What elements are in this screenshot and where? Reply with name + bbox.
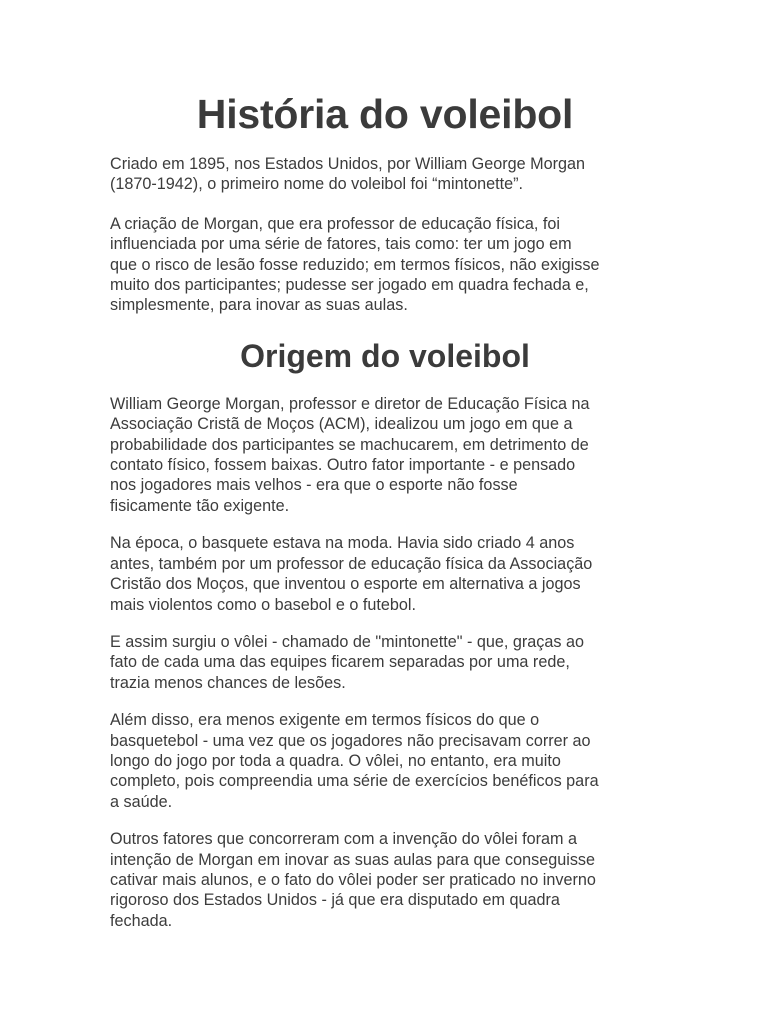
section-paragraph-2: Na época, o basquete estava na moda. Havia sido criado 4 anos antes, também por um professor de educação física da Associação Cristão dos Moços, que inventou o esporte em alternativa a jogos mais violentos como o basebol e o futebol. (110, 534, 593, 614)
document-page (110, 86, 660, 948)
section-paragraph-3: E assim surgiu o vôlei - chamado de "mintonette" - que, graças ao fato de cada uma das equipes ficarem separadas por uma rede, trazia menos chances de lesões. (110, 632, 584, 692)
section-paragraph-5: Outros fatores que concorreram com a invenção do vôlei foram a intenção de Morgan em inovar as suas aulas para que conseguisse cativar mais alunos, e o fato do vôlei poder ser praticado no inverno rigoroso dos Estados Unidos - já que era disputado em quadra fechada. (110, 830, 596, 930)
intro-paragraph-2: A criação de Morgan, que era professor de educação física, foi influenciada por uma série de fatores, tais como: ter um jogo em que o risco de lesão fosse reduzido; em termos físicos, não exigisse muito dos participantes; pudesse ser jogado em quadra fechada e, simplesmente, para inovar as suas aulas. (110, 214, 600, 315)
intro-paragraph-1: Criado em 1895, nos Estados Unidos, por William George Morgan (1870-1942), o primeiro nome do voleibol foi “mintonette”. (110, 155, 586, 194)
page-title: História do voleibol (196, 91, 574, 137)
section-paragraph-1: William George Morgan, professor e diretor de Educação Física na Associação Cristã de Moços (ACM), idealizou um jogo em que a probabilidade dos participantes se machucarem, em detrimento de contato físico, fossem baixas. Outro fator importante - e pensado nos jogadores mais velhos - era que o esporte não fosse fisicamente tão exigente. (110, 394, 590, 515)
section-paragraph-4: Além disso, era menos exigente em termos físicos do que o basquetebol - uma vez que os jogadores não precisavam correr ao longo do jogo por toda a quadra. O vôlei, no entanto, era muito completo, pois compreendia uma série de exercícios benéficos para a saúde. (110, 711, 599, 811)
section-title: Origem do voleibol (240, 337, 530, 374)
